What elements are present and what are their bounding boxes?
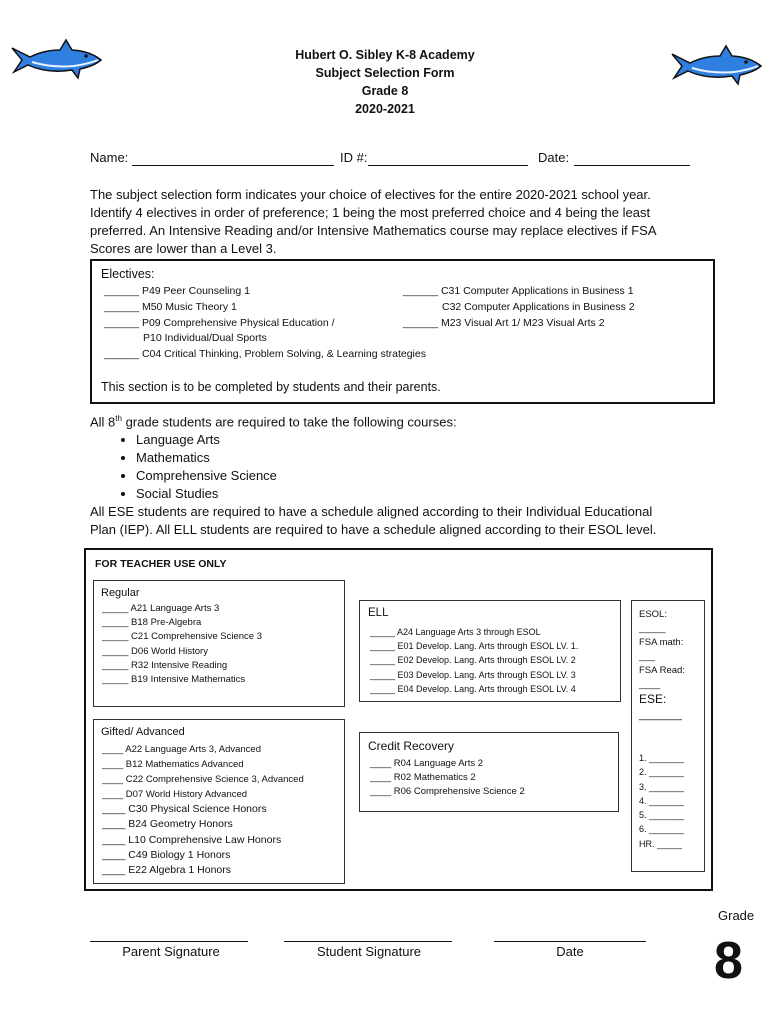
course-item[interactable]: _____ R32 Intensive Reading bbox=[102, 659, 228, 671]
fsa-read-label: FSA Read: bbox=[639, 665, 685, 676]
course-item[interactable]: ____ R06 Comprehensive Science 2 bbox=[370, 786, 525, 798]
student-signature-label: Student Signature bbox=[316, 944, 422, 959]
ell-courses-box bbox=[359, 600, 621, 702]
ese-label: ESE: bbox=[639, 692, 667, 706]
grade-badge-number: 8 bbox=[714, 932, 743, 990]
credit-course-list bbox=[370, 757, 525, 800]
name-label: Name: bbox=[90, 150, 129, 165]
school-name: Hubert O. Sibley K-8 Academy bbox=[295, 48, 475, 62]
course-item[interactable]: _____ B19 Intensive Mathematics bbox=[102, 674, 246, 686]
parent-signature-label: Parent Signature bbox=[122, 944, 220, 959]
date-signature-label: Date bbox=[556, 944, 584, 959]
elective-item[interactable]: ______ C04 Critical Thinking, Problem Solving, & Learning strategies bbox=[104, 348, 426, 361]
course-item[interactable]: ____ C22 Comprehensive Science 3, Advanced bbox=[102, 774, 304, 786]
course-item[interactable]: _____ E04 Develop. Lang. Arts through ESOL LV. 4 bbox=[370, 683, 576, 694]
name-field-line bbox=[132, 150, 334, 166]
id-field[interactable] bbox=[368, 150, 528, 166]
course-item[interactable]: _____ E03 Develop. Lang. Arts through ESOL LV. 3 bbox=[370, 669, 576, 680]
intro-paragraph: The subject selection form indicates your choice of electives for the entire 2020-2021 school year. Identify 4 electives in order of preference; 1 being the most preferred choice and 4 being the least preferred. An Intensive Reading and/or Intensive Mathematics course may replace electives if FSA Scores are lower than a Level 3. bbox=[90, 187, 656, 256]
school-year: 2020-2021 bbox=[355, 102, 415, 116]
course-item[interactable]: _____ A24 Language Arts 3 through ESOL bbox=[370, 627, 541, 637]
elective-item[interactable]: ______ C31 Computer Applications in Business 1 bbox=[403, 285, 634, 297]
electives-title: Electives: bbox=[101, 267, 155, 281]
rank-list bbox=[639, 751, 684, 851]
elective-item[interactable]: ______ M23 Visual Art 1/ M23 Visual Arts 2 bbox=[403, 316, 605, 329]
id-label: ID #: bbox=[340, 150, 368, 165]
form-title: Subject Selection Form bbox=[315, 66, 455, 80]
electives-right-list bbox=[403, 284, 635, 331]
rank-item[interactable]: 3. _______ bbox=[639, 781, 685, 792]
required-intro: All 8th grade students are required to take the following courses: bbox=[90, 414, 457, 430]
credit-recovery-box bbox=[359, 732, 619, 812]
gifted-title: Gifted/ Advanced bbox=[101, 726, 185, 738]
regular-course-list bbox=[102, 602, 262, 687]
course-item[interactable]: ____ R04 Language Arts 2 bbox=[370, 758, 484, 769]
course-item[interactable]: ____ A22 Language Arts 3, Advanced bbox=[102, 744, 261, 755]
credit-recovery-title: Credit Recovery bbox=[368, 739, 455, 753]
teacher-use-title: FOR TEACHER USE ONLY bbox=[95, 558, 227, 570]
date-field[interactable] bbox=[574, 150, 690, 166]
course-item[interactable]: ____ L10 Comprehensive Law Honors bbox=[102, 833, 282, 846]
required-courses-section bbox=[90, 410, 680, 539]
rank-item[interactable]: 2. _______ bbox=[639, 767, 685, 778]
course-item[interactable]: ____ B24 Geometry Honors bbox=[102, 818, 233, 831]
course-item[interactable]: ____ C49 Biology 1 Honors bbox=[102, 848, 231, 861]
fsa-math-field[interactable]: ___ bbox=[639, 651, 655, 662]
course-item[interactable]: ____ E22 Algebra 1 Honors bbox=[102, 863, 232, 876]
required-course: • Mathematics bbox=[136, 449, 680, 467]
course-item[interactable]: ____ R02 Mathematics 2 bbox=[370, 772, 476, 784]
elective-item[interactable]: ______ P09 Comprehensive Physical Education / bbox=[104, 316, 335, 329]
esol-field[interactable]: _____ bbox=[639, 623, 666, 634]
electives-note: This section is to be completed by students and their parents. bbox=[101, 380, 441, 394]
required-course: • Comprehensive Science bbox=[136, 467, 680, 485]
elective-item[interactable]: ______ M50 Music Theory 1 bbox=[104, 300, 237, 313]
electives-box bbox=[90, 259, 715, 404]
required-course: • Language Arts bbox=[136, 431, 680, 449]
course-item[interactable]: ____ B12 Mathematics Advanced bbox=[102, 759, 244, 771]
gifted-course-list bbox=[102, 742, 304, 878]
rank-item[interactable]: HR. _____ bbox=[639, 838, 683, 849]
elective-item-continuation: P10 Individual/Dual Sports bbox=[143, 332, 267, 345]
course-item[interactable]: _____ C21 Comprehensive Science 3 bbox=[102, 631, 263, 643]
student-signature-line[interactable] bbox=[284, 941, 452, 942]
date-signature-line[interactable] bbox=[494, 941, 646, 942]
date-label: Date: bbox=[538, 150, 570, 165]
rank-item[interactable]: 4. _______ bbox=[639, 795, 685, 806]
fsa-math-label: FSA math: bbox=[639, 637, 684, 648]
esol-label: ESOL: bbox=[639, 609, 667, 620]
ell-title: ELL bbox=[368, 607, 389, 619]
required-course: • Social Studies bbox=[136, 485, 680, 503]
ese-field[interactable]: _______ bbox=[639, 709, 682, 721]
parent-signature-line[interactable] bbox=[90, 941, 248, 942]
rank-item[interactable]: 1. _______ bbox=[639, 753, 685, 763]
regular-courses-box bbox=[93, 580, 345, 707]
electives-left-list bbox=[104, 284, 426, 363]
teacher-use-box bbox=[84, 548, 713, 891]
grade-badge-label: Grade bbox=[718, 908, 755, 923]
grade-title: Grade 8 bbox=[361, 84, 409, 98]
required-course-list bbox=[90, 431, 680, 503]
regular-title: Regular bbox=[101, 587, 140, 599]
fsa-read-field[interactable]: ____ bbox=[639, 679, 661, 690]
form-header bbox=[0, 46, 770, 118]
elective-item[interactable]: ______ P49 Peer Counseling 1 bbox=[104, 285, 250, 297]
elective-item-continuation: C32 Computer Applications in Business 2 bbox=[442, 300, 635, 313]
course-item[interactable]: _____ B18 Pre-Algebra bbox=[102, 617, 202, 629]
gifted-courses-box bbox=[93, 719, 345, 884]
course-item[interactable]: _____ A21 Language Arts 3 bbox=[102, 603, 220, 614]
esol-fsa-panel bbox=[631, 600, 705, 872]
ese-ell-note: All ESE students are required to have a schedule aligned according to their Individual Educational Plan (IEP). All ELL students are required to have a schedule aligned according to their ESOL level. bbox=[90, 504, 657, 538]
ell-course-list bbox=[370, 625, 578, 696]
course-item[interactable]: ____ C30 Physical Science Honors bbox=[102, 803, 267, 816]
course-item[interactable]: _____ E02 Develop. Lang. Arts through ESOL LV. 2 bbox=[370, 655, 576, 666]
rank-item[interactable]: 5. _______ bbox=[639, 810, 685, 821]
course-item[interactable]: ____ D07 World History Advanced bbox=[102, 789, 248, 801]
course-item[interactable]: _____ E01 Develop. Lang. Arts through ESOL LV. 1. bbox=[370, 641, 579, 652]
course-item[interactable]: _____ D06 World History bbox=[102, 645, 208, 657]
rank-item[interactable]: 6. _______ bbox=[639, 824, 685, 835]
